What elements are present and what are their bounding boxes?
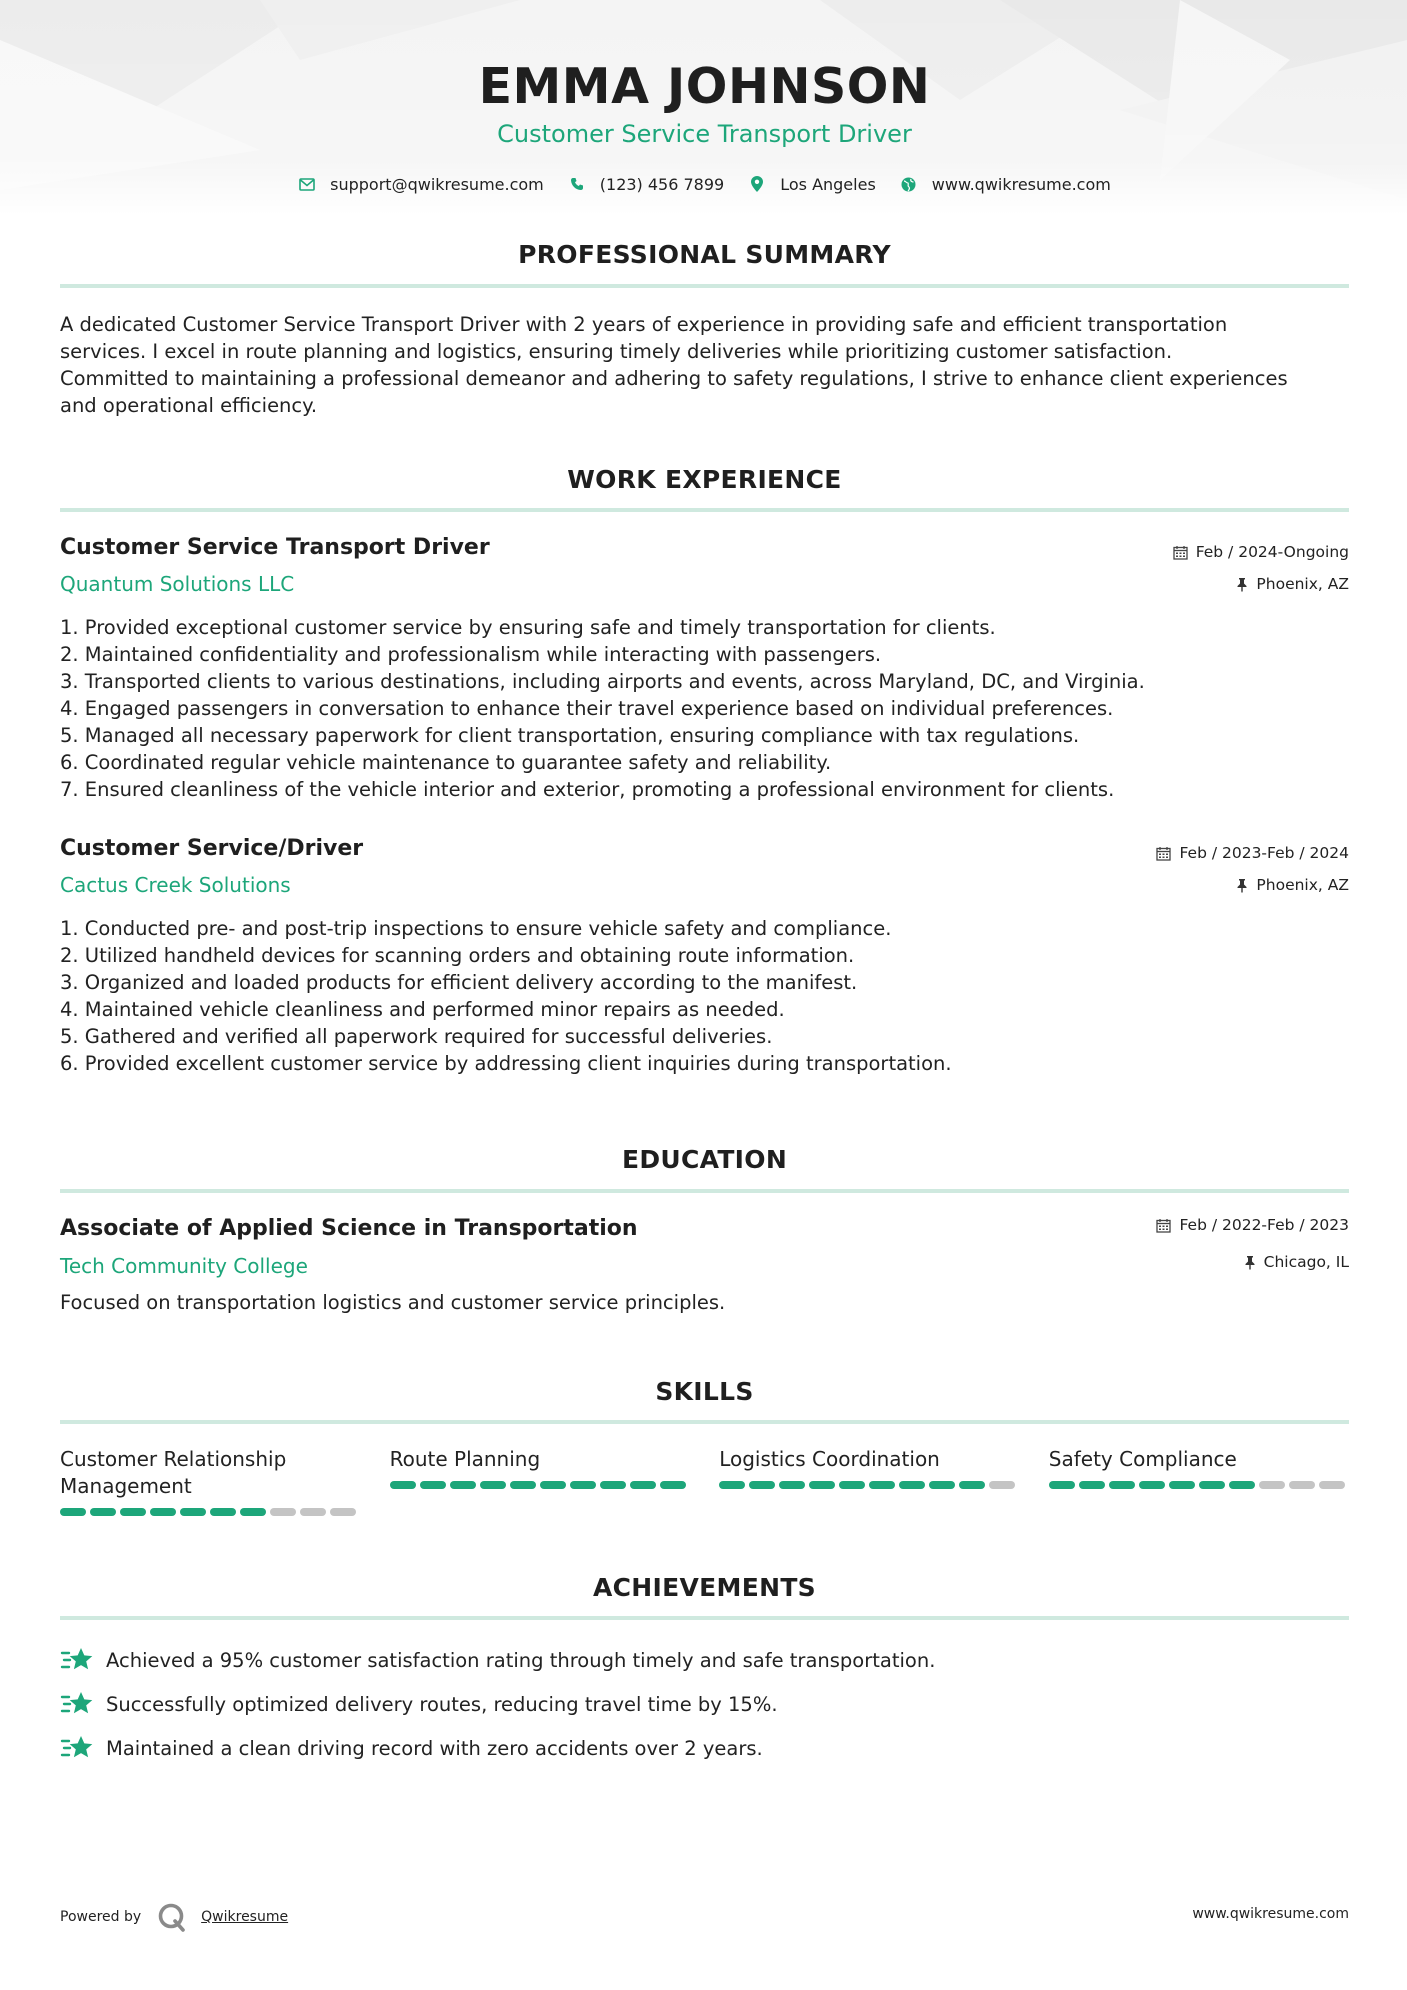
skill-segment-filled xyxy=(450,1481,476,1489)
skills-grid xyxy=(60,1446,1349,1516)
experience-heading: WORK EXPERIENCE xyxy=(567,465,842,494)
skill-segment-filled xyxy=(1199,1481,1225,1489)
summary-divider xyxy=(60,284,1349,288)
skill-name: Logistics Coordination xyxy=(719,1447,940,1471)
achievements-divider xyxy=(60,1616,1349,1620)
location-text: Phoenix, AZ xyxy=(1256,876,1349,894)
phone-text: (123) 456 7899 xyxy=(599,174,725,194)
achievement-item xyxy=(60,1682,1349,1726)
list-item: 3. Transported clients to various destinations, including airports and events, across Maryland, DC, and Virginia. xyxy=(60,670,1145,693)
skill-segment-filled xyxy=(600,1481,626,1489)
phone-icon xyxy=(568,175,586,193)
skill-segment-filled xyxy=(1139,1481,1165,1489)
list-item: 2. Utilized handheld devices for scanning orders and obtaining route information. xyxy=(60,944,855,967)
skill-segment-filled xyxy=(540,1481,566,1489)
skill-segment-filled xyxy=(1049,1481,1075,1489)
skill-segment-filled xyxy=(719,1481,745,1489)
pushpin-icon xyxy=(1244,1255,1256,1270)
skill-segment-filled xyxy=(899,1481,925,1489)
skill-item xyxy=(60,1446,360,1516)
footer-website[interactable]: www.qwikresume.com xyxy=(1192,1906,1349,1922)
calendar-icon xyxy=(1156,1218,1171,1233)
skill-level-bar xyxy=(1049,1481,1349,1489)
shooting-star-icon xyxy=(60,1733,94,1763)
powered-by-label: Powered by xyxy=(60,1909,142,1925)
education-divider xyxy=(60,1189,1349,1193)
job-bullets xyxy=(60,614,1349,803)
skill-segment-filled xyxy=(660,1481,686,1489)
skill-segment-filled xyxy=(210,1508,236,1516)
achievement-text: Achieved a 95% customer satisfaction rating through timely and safe transportation. xyxy=(106,1648,936,1672)
skill-segment-filled xyxy=(1109,1481,1135,1489)
skill-segment-filled xyxy=(959,1481,985,1489)
skill-item xyxy=(719,1446,1019,1516)
contact-website xyxy=(900,175,1111,194)
list-item: 7. Ensured cleanliness of the vehicle interior and exterior, promoting a professional environment for clients. xyxy=(60,778,1115,801)
skill-item xyxy=(390,1446,690,1516)
list-item: 4. Engaged passengers in conversation to enhance their travel experience based on individual preferences. xyxy=(60,697,1114,720)
skill-name: Safety Compliance xyxy=(1048,1447,1237,1471)
achievement-text: Successfully optimized delivery routes, reducing travel time by 15%. xyxy=(106,1692,778,1716)
location-text: Chicago, IL xyxy=(1263,1253,1349,1271)
skill-segment-filled xyxy=(839,1481,865,1489)
skill-segment-filled xyxy=(480,1481,506,1489)
skill-segment-filled xyxy=(120,1508,146,1516)
skill-segment-empty xyxy=(270,1508,296,1516)
contact-location xyxy=(748,175,876,194)
list-item: 4. Maintained vehicle cleanliness and performed minor repairs as needed. xyxy=(60,998,785,1021)
education-location xyxy=(1244,1253,1349,1271)
skill-segment-filled xyxy=(420,1481,446,1489)
list-item: 6. Coordinated regular vehicle maintenance to guarantee safety and reliability. xyxy=(60,751,832,774)
list-item: 1. Provided exceptional customer service by ensuring safe and timely transportation for clients. xyxy=(60,616,996,639)
contact-bar xyxy=(60,172,1349,196)
summary-text xyxy=(60,311,1349,419)
list-item: 5. Gathered and verified all paperwork required for successful deliveries. xyxy=(60,1025,773,1048)
skill-segment-empty xyxy=(989,1481,1015,1489)
summary-line: services. I excel in route planning and logistics, ensuring timely deliveries while prioritizing customer satisfaction. xyxy=(60,340,1173,363)
job-title: Customer Service Transport Driver xyxy=(60,535,490,560)
calendar-icon xyxy=(1173,545,1188,560)
achievements-list xyxy=(60,1638,1349,1770)
skill-segment-filled xyxy=(929,1481,955,1489)
skill-segment-filled xyxy=(390,1481,416,1489)
job-title: Customer Service/Driver xyxy=(60,836,364,861)
skill-segment-empty xyxy=(1259,1481,1285,1489)
skill-segment-filled xyxy=(570,1481,596,1489)
list-item: 2. Maintained confidentiality and professionalism while interacting with passengers. xyxy=(60,643,882,666)
list-item: 5. Managed all necessary paperwork for client transportation, ensuring compliance with tax regulations. xyxy=(60,724,1080,747)
map-pin-icon xyxy=(748,175,766,193)
summary-line: and operational efficiency. xyxy=(60,394,318,417)
job-location xyxy=(1236,876,1349,894)
skill-segment-empty xyxy=(1319,1481,1345,1489)
location-text: Phoenix, AZ xyxy=(1256,575,1349,593)
job-dates xyxy=(1156,844,1349,862)
skill-segment-filled xyxy=(809,1481,835,1489)
skill-segment-filled xyxy=(749,1481,775,1489)
education-dates xyxy=(1156,1216,1349,1234)
location-text: Los Angeles xyxy=(780,174,876,194)
skills-divider xyxy=(60,1420,1349,1424)
company-name: Cactus Creek Solutions xyxy=(60,873,291,897)
pushpin-icon xyxy=(1236,878,1248,893)
skill-segment-filled xyxy=(150,1508,176,1516)
skill-segment-filled xyxy=(1079,1481,1105,1489)
contact-phone xyxy=(568,175,724,194)
list-item: 3. Organized and loaded products for efficient delivery according to the manifest. xyxy=(60,971,858,994)
skill-name: Customer Relationship Management xyxy=(60,1447,287,1498)
summary-heading: PROFESSIONAL SUMMARY xyxy=(518,240,891,269)
skill-segment-filled xyxy=(1229,1481,1255,1489)
skill-segment-filled xyxy=(240,1508,266,1516)
summary-line: Committed to maintaining a professional demeanor and adhering to safety regulations, I strive to enhance client experiences xyxy=(60,367,1288,390)
contact-email xyxy=(298,175,544,194)
skill-segment-filled xyxy=(510,1481,536,1489)
experience-divider xyxy=(60,508,1349,512)
skill-segment-filled xyxy=(779,1481,805,1489)
candidate-name: EMMA JOHNSON xyxy=(478,58,931,115)
pushpin-icon xyxy=(1236,577,1248,592)
achievement-item xyxy=(60,1638,1349,1682)
achievements-heading: ACHIEVEMENTS xyxy=(593,1573,816,1602)
achievement-item xyxy=(60,1726,1349,1770)
list-item: 6. Provided excellent customer service by addressing client inquiries during transportation. xyxy=(60,1052,952,1075)
globe-icon xyxy=(900,175,918,193)
dates-text: Feb / 2023-Feb / 2024 xyxy=(1179,844,1349,862)
qwikresume-link[interactable]: Qwikresume xyxy=(201,1909,289,1925)
skill-segment-filled xyxy=(869,1481,895,1489)
summary-line: A dedicated Customer Service Transport Driver with 2 years of experience in providing safe and efficient transportation xyxy=(60,313,1228,336)
shooting-star-icon xyxy=(60,1645,94,1675)
skill-segment-empty xyxy=(1289,1481,1315,1489)
school-name: Tech Community College xyxy=(60,1254,308,1278)
shooting-star-icon xyxy=(60,1689,94,1719)
email-text: support@qwikresume.com xyxy=(330,174,544,194)
education-heading: EDUCATION xyxy=(621,1145,788,1174)
skill-segment-filled xyxy=(630,1481,656,1489)
list-item: 1. Conducted pre- and post-trip inspections to ensure vehicle safety and compliance. xyxy=(60,917,892,940)
degree-title: Associate of Applied Science in Transportation xyxy=(60,1216,638,1241)
skill-segment-empty xyxy=(300,1508,326,1516)
skill-name: Route Planning xyxy=(389,1447,541,1471)
skill-level-bar xyxy=(390,1481,690,1489)
skill-segment-filled xyxy=(180,1508,206,1516)
company-name: Quantum Solutions LLC xyxy=(60,572,295,596)
skill-segment-filled xyxy=(1169,1481,1195,1489)
candidate-role: Customer Service Transport Driver xyxy=(497,120,912,148)
skill-level-bar xyxy=(60,1508,360,1516)
skills-heading: SKILLS xyxy=(655,1377,754,1406)
envelope-icon xyxy=(298,175,316,193)
qwikresume-logo-icon xyxy=(157,1902,187,1932)
skill-segment-filled xyxy=(60,1508,86,1516)
skill-item xyxy=(1049,1446,1349,1516)
job-location xyxy=(1236,575,1349,593)
achievement-text: Maintained a clean driving record with zero accidents over 2 years. xyxy=(106,1736,763,1760)
dates-text: Feb / 2022-Feb / 2023 xyxy=(1179,1216,1349,1234)
job-dates xyxy=(1173,543,1349,561)
skill-segment-filled xyxy=(90,1508,116,1516)
footer-powered-by xyxy=(60,1902,288,1932)
skill-level-bar xyxy=(719,1481,1019,1489)
education-description: Focused on transportation logistics and customer service principles. xyxy=(60,1291,726,1314)
dates-text: Feb / 2024-Ongoing xyxy=(1195,543,1349,561)
job-bullets xyxy=(60,915,1349,1077)
skill-segment-empty xyxy=(330,1508,356,1516)
website-text: www.qwikresume.com xyxy=(931,174,1111,194)
calendar-icon xyxy=(1156,846,1171,861)
